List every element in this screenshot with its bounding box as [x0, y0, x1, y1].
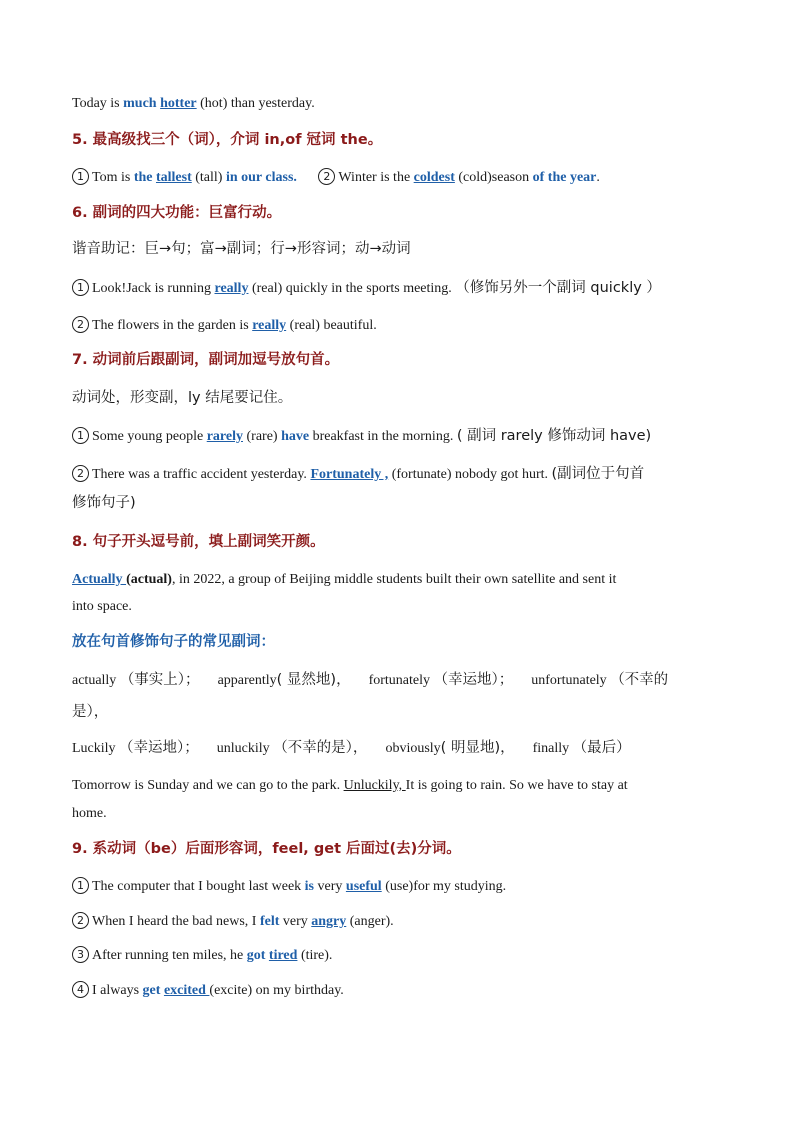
answer-hotter: hotter	[160, 96, 197, 111]
answer-coldest: coldest	[413, 170, 455, 185]
heading-9: 9. 系动词（be）后面形容词，feel, get 后面过(去)分词。	[72, 841, 461, 857]
answer-unluckily: Unluckily,	[343, 778, 406, 793]
heading-6: 6. 副词的四大功能：巨富行动。	[72, 205, 282, 221]
answer-tallest: tallest	[155, 170, 192, 185]
answer-angry: angry	[311, 914, 347, 929]
circled-number: 1	[72, 168, 89, 185]
circled-number: 2	[72, 465, 89, 482]
line-rarely: 1 Some young people rarely (rare) have breakfast in the morning. ( 副词 rarely 修饰动词 have)	[72, 427, 651, 446]
heading-5: 5. 最高级找三个（词），介词 in,of 冠词 the。	[72, 132, 383, 148]
circled-number: 1	[72, 427, 89, 444]
circled-number: 2	[318, 168, 335, 185]
line-actually-cont: into space.	[72, 599, 132, 614]
answer-excited: excited	[163, 983, 210, 998]
line-birthday: 4 I always get excited (excite) on my birthday.	[72, 981, 344, 1000]
heading-8: 8. 句子开头逗号前，填上副词笑开颜。	[72, 534, 325, 550]
line-traffic-cont: 修饰句子)	[72, 495, 136, 511]
line-tomorrow: Tomorrow is Sunday and we can go to the park. Unluckily, It is going to rain. So we have to stay at	[72, 778, 628, 793]
mnemonic-line: 谐音助记：巨→句；富→副词；行→形容词；动→动词	[72, 241, 411, 257]
answer-really: really	[252, 318, 287, 333]
line-adverbs-1: actually （事实上）； apparently( 显然地)， fortunately （幸运地）； unfortunately （不幸的	[72, 672, 669, 688]
rhyme-line: 动词处，形变副，ly 结尾要记住。	[72, 390, 293, 406]
answer-actually: Actually	[72, 572, 127, 587]
line-bad-news: 2 When I heard the bad news, I felt very angry (anger).	[72, 912, 394, 931]
line-computer: 1 The computer that I bought last week is very useful (use)for my studying.	[72, 877, 506, 896]
subheading-adverbs: 放在句首修饰句子的常见副词：	[72, 634, 275, 650]
line-traffic: 2 There was a traffic accident yesterday. Fortunately , (fortunate) nobody got hurt. (副词位于句首	[72, 465, 644, 484]
answer-really: really	[214, 281, 249, 296]
circled-number: 1	[72, 279, 89, 296]
line-tomorrow-cont: home.	[72, 806, 107, 821]
circled-number: 3	[72, 946, 89, 963]
circled-number: 1	[72, 877, 89, 894]
answer-tired: tired	[268, 948, 298, 963]
line-flowers: 2 The flowers in the garden is really (real) beautiful.	[72, 316, 377, 335]
line-adverbs-1-cont: 是），	[72, 704, 109, 720]
circled-number: 2	[72, 316, 89, 333]
line-actually: Actually (actual), in 2022, a group of Beijing middle students built their own satellite and sent it	[72, 572, 617, 587]
line-tom: 1 Tom is the tallest (tall) in our class. 2 Winter is the coldest (cold)season of the year.	[72, 168, 600, 187]
line-running: 3 After running ten miles, he got tired (tire).	[72, 946, 332, 965]
line-adverbs-2: Luckily （幸运地）； unluckily （不幸的是）， obviously( 明显地)， finally （最后）	[72, 740, 631, 756]
answer-fortunately: Fortunately ,	[310, 467, 389, 482]
circled-number: 4	[72, 981, 89, 998]
line-today: Today is much hotter (hot) than yesterday.	[72, 96, 315, 111]
circled-number: 2	[72, 912, 89, 929]
line-look: 1 Look!Jack is running really (real) quickly in the sports meeting. （修饰另外一个副词 quickly ）	[72, 279, 661, 298]
heading-7: 7. 动词前后跟副词，副词加逗号放句首。	[72, 352, 340, 368]
answer-useful: useful	[345, 879, 382, 894]
answer-rarely: rarely	[206, 429, 243, 444]
